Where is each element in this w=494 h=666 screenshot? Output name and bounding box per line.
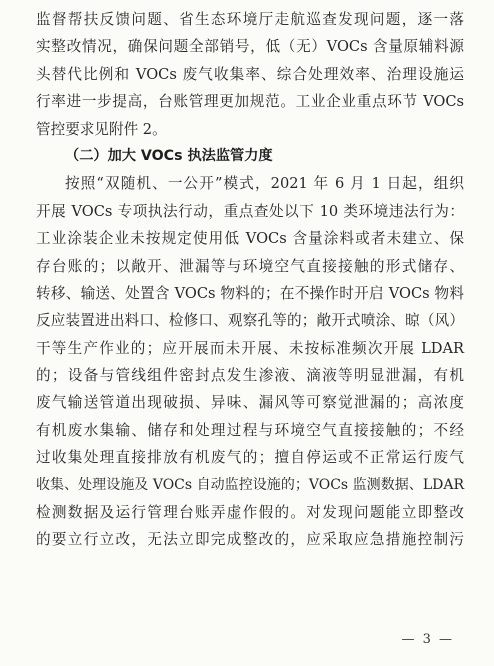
text-line: 反应装置进出料口、检修口、观察孔等的；敞开式喷涂、晾（风）: [36, 312, 464, 330]
body-text: [36, 6, 464, 554]
text-line: 行率进一步提高，台账管理更加规范。工业企业重点环节 VOCs: [36, 93, 464, 111]
text-line: 监督帮扶反馈问题、省生态环境厅走航巡查发现问题，逐一落: [36, 11, 464, 28]
text-line: 开展 VOCs 专项执法行动，重点查处以下 10 类环境违法行为：: [36, 202, 464, 220]
text-line: 收集、处理设施及 VOCs 自动监控设施的；VOCs 监测数据、LDAR: [36, 476, 464, 493]
text-line: 工业涂装企业未按规定使用低 VOCs 含量涂料或者未建立、保: [36, 230, 464, 248]
page-number: — 3 —: [401, 632, 454, 647]
text-line: 实整改情况，确保问题全部销号，低（无）VOCs 含量原辅料源: [36, 38, 464, 56]
text-line: 存台账的；以敞开、泄漏等与环境空气直接接触的形式储存、: [36, 257, 464, 275]
text-line: 头替代比例和 VOCs 废气收集率、综合处理效率、治理设施运: [36, 65, 464, 83]
section-heading: （二）加大 VOCs 执法监管力度: [65, 147, 273, 164]
text-line: 转移、输送、处置含 VOCs 物料的；在不操作时开启 VOCs 物料: [36, 284, 464, 302]
text-line: 的；设备与管线组件密封点发生渗液、滴液等明显泄漏，有机: [36, 367, 464, 385]
text-line: 的要立行立改，无法立即完成整改的，应采取应急措施控制污: [36, 531, 464, 549]
text-line: 按照“双随机、一公开”模式，2021 年 6 月 1 日起，组织: [65, 175, 464, 193]
text-line: 管控要求见附件 2。: [36, 120, 167, 138]
text-line: 废气输送管道出现破损、异味、漏风等可察觉泄漏的；高浓度: [36, 394, 464, 412]
text-line: 干等生产作业的；应开展而未开展、未按标准频次开展 LDAR: [36, 339, 464, 357]
text-line: 过收集处理直接排放有机废气的；擅自停运或不正常运行废气: [36, 449, 464, 467]
text-line: 有机废水集输、储存和处理过程与环境空气直接接触的；不经: [36, 421, 464, 439]
text-line: 检测数据及运行管理台账弄虚作假的。对发现问题能立即整改: [36, 504, 464, 522]
